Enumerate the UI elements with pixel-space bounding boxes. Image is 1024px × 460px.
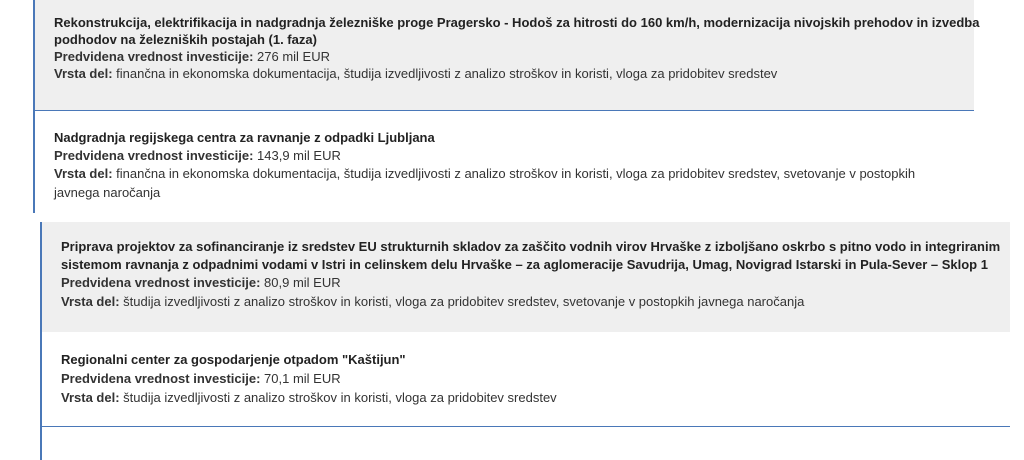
work-type-row xyxy=(54,65,777,82)
investment-value-row xyxy=(61,274,341,291)
work-type-label: Vrsta del: xyxy=(54,66,113,81)
investment-value: 70,1 mil EUR xyxy=(264,371,341,386)
project-card xyxy=(42,222,1010,332)
investment-value-label: Predvidena vrednost investicije: xyxy=(54,148,254,163)
work-type-label: Vrsta del: xyxy=(61,294,120,309)
work-type-value-line-2: javnega naročanja xyxy=(54,185,161,200)
investment-value-label: Predvidena vrednost investicije: xyxy=(61,275,261,290)
investment-value-label: Predvidena vrednost investicije: xyxy=(54,49,254,64)
investment-value: 143,9 mil EUR xyxy=(257,148,341,163)
investment-value-row xyxy=(61,370,341,387)
project-card xyxy=(35,0,980,111)
investment-value-label: Predvidena vrednost investicije: xyxy=(61,371,261,386)
work-type-value: finančna in ekonomska dokumentacija, študija izvedljivosti z analizo stroškov in koristi, vloga za pridobitev sredstev xyxy=(116,66,778,81)
investment-value-row xyxy=(54,147,341,164)
work-type-row xyxy=(61,293,804,310)
work-type-value: študija izvedljivosti z analizo stroškov in koristi, vloga za pridobitev sredstev xyxy=(123,390,557,405)
project-title-line-1: Nadgradnja regijskega centra za ravnanje z odpadki Ljubljana xyxy=(54,130,435,145)
investment-value: 80,9 mil EUR xyxy=(264,275,341,290)
project-card xyxy=(42,332,1010,427)
project-title-line-1: Rekonstrukcija, elektrifikacija in nadgradnja železniške proge Pragersko - Hodoš za hitrosti do 160 km/h, modernizacija nivojskih prehodov in izvedba xyxy=(54,15,980,30)
project-card-partial xyxy=(42,427,1010,460)
work-type-label: Vrsta del: xyxy=(54,166,113,181)
project-title-line-1: Regionalni center za gospodarjenje otpadom "Kaštijun" xyxy=(61,352,406,367)
work-type-value: študija izvedljivosti z analizo stroškov in koristi, vloga za pridobitev sredstev, svetovanje v postopkih javnega naročanja xyxy=(123,294,805,309)
project-card xyxy=(35,111,974,213)
work-type-label: Vrsta del: xyxy=(61,390,120,405)
investment-value-row xyxy=(54,48,330,65)
work-type-row xyxy=(54,165,915,182)
project-group-2 xyxy=(40,222,1010,460)
investment-value: 276 mil EUR xyxy=(257,49,330,64)
project-title-line-1: Priprava projektov za sofinanciranje iz sredstev EU strukturnih skladov za zaščito vodnih virov Hrvaške z izboljšano oskrbo s pitno vodo in integriranim xyxy=(61,239,1001,254)
project-title-line-2: sistemom ravnanja z odpadnimi vodami v Istri in celinskem delu Hrvaške – za aglomeracije Savudrija, Umag, Novigrad Istarski in Pula-Sever – Sklop 1 xyxy=(61,257,988,272)
work-type-value: finančna in ekonomska dokumentacija, študija izvedljivosti z analizo stroškov in koristi, vloga za pridobitev sredstev, svetovanje v postopkih xyxy=(116,166,916,181)
work-type-row xyxy=(61,389,557,406)
project-group-1 xyxy=(33,0,980,213)
project-title-line-2: podhodov na železniških postajah (1. faza) xyxy=(54,32,317,47)
